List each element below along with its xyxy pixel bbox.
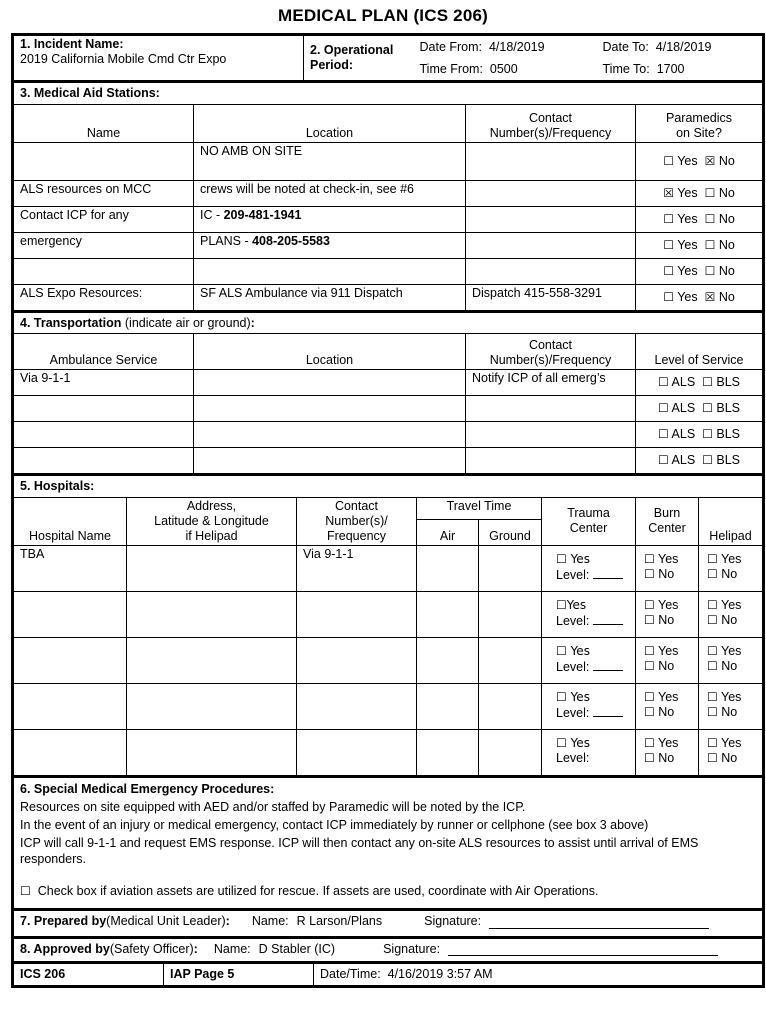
col-header-address-line-1: Address, — [186, 498, 237, 513]
hospital-contact — [297, 683, 417, 729]
time-from-value: 0500 — [489, 62, 518, 76]
paramedics-checkboxes: ☐ Yes ☒ No — [636, 142, 763, 180]
col-header-address-line-2: Latitude & Longitude — [154, 513, 269, 528]
col-header-level-of-service: Level of Service — [636, 334, 763, 370]
transportation-table — [13, 311, 763, 475]
special-procedures-header: 6. Special Medical Emergency Procedures: — [20, 781, 275, 796]
paramedics-no-checkbox[interactable]: ☒ — [704, 153, 716, 168]
approved-by-table — [13, 937, 763, 963]
hospitals-header: 5. Hospitals: — [14, 475, 763, 497]
travel-air — [417, 637, 479, 683]
paramedics-no-checkbox[interactable]: ☒ — [704, 289, 716, 304]
level-of-service-checkboxes: ☐ ALS ☐ BLS — [636, 422, 763, 448]
col-header-contact-line-1: Contact — [528, 338, 573, 352]
aviation-assets-checkbox[interactable]: ☐ — [20, 883, 31, 898]
trauma-level-field[interactable] — [593, 659, 623, 671]
time-to-value: 1700 — [656, 62, 685, 76]
trauma-yes-checkbox[interactable]: ☐ Yes — [556, 551, 590, 566]
col-header-travel-time: Travel Time — [417, 497, 542, 519]
date-time-to-cell — [597, 36, 763, 81]
time-to-label: Time To: — [602, 62, 650, 76]
travel-air — [417, 545, 479, 591]
col-header-name: Name — [14, 104, 194, 142]
als-checkbox[interactable]: ☐ — [657, 401, 669, 415]
col-header-contact-line-3: Frequency — [326, 528, 387, 543]
burn-center-cell: ☐ Yes ☐ No — [636, 683, 699, 729]
aid-station-row — [14, 180, 763, 206]
hospital-row — [14, 637, 763, 683]
hospital-row — [14, 591, 763, 637]
burn-center-cell: ☐ Yes ☐ No — [636, 729, 699, 775]
burn-no-checkbox[interactable]: ☐ — [644, 750, 655, 765]
hospital-name — [14, 591, 127, 637]
hospital-row — [14, 729, 763, 775]
ambulance-service: Via 9-1-1 — [14, 370, 194, 396]
aid-station-contact — [466, 142, 636, 180]
burn-no-checkbox[interactable]: ☐ — [644, 704, 655, 719]
burn-yes-checkbox[interactable]: ☐ — [644, 597, 655, 612]
hospital-name: TBA — [14, 545, 127, 591]
col-header-address — [127, 497, 297, 545]
aid-station-name: ALS resources on MCC — [14, 180, 194, 206]
prepared-by-table — [13, 909, 763, 937]
transport-contact — [466, 448, 636, 474]
operational-period-label-cell — [304, 36, 414, 81]
hospital-contact: Via 9-1-1 — [297, 545, 417, 591]
aid-station-contact: Dispatch 415-558-3291 — [466, 284, 636, 310]
transportation-header: 4. Transportation (indicate air or ground): — [14, 312, 763, 334]
helipad-no-checkbox[interactable]: ☐ — [707, 658, 718, 673]
aid-station-contact — [466, 206, 636, 232]
col-header-helipad: Helipad — [699, 497, 763, 545]
col-header-location: Location — [194, 104, 466, 142]
date-time-from-cell — [414, 36, 597, 81]
transport-row — [14, 422, 763, 448]
transport-location — [194, 448, 466, 474]
col-header-address-line-3: if Helipad — [185, 528, 238, 543]
hospital-row — [14, 683, 763, 729]
special-procedures-cell — [14, 777, 763, 909]
helipad-no-checkbox[interactable]: ☐ — [707, 704, 718, 719]
aid-station-row — [14, 232, 763, 258]
col-header-contact-line-1: Contact — [334, 498, 379, 513]
helipad-cell: ☐ Yes ☐ No — [699, 591, 763, 637]
paramedics-checkboxes: ☐ Yes ☐ No — [636, 232, 763, 258]
procedure-line-2: In the event of an injury or medical emergency, contact ICP immediately by runner or cellphone (see box 3 above) — [20, 817, 649, 832]
paramedics-checkboxes: ☒ Yes ☐ No — [636, 180, 763, 206]
ambulance-service — [14, 422, 194, 448]
aid-station-name — [14, 142, 194, 180]
approved-by-name: D Stabler (IC) — [258, 941, 336, 956]
hospital-address — [127, 591, 297, 637]
operational-period-label: 2. Operational — [310, 43, 394, 57]
time-from-label: Time From: — [419, 62, 483, 76]
col-header-location: Location — [194, 334, 466, 370]
trauma-level-field[interactable] — [593, 613, 623, 625]
travel-ground — [479, 729, 542, 775]
aid-station-name: ALS Expo Resources: — [14, 284, 194, 310]
incident-name-label: 1. Incident Name: — [20, 37, 124, 51]
burn-center-cell: ☐ Yes ☐ No — [636, 545, 699, 591]
trauma-center-cell — [542, 545, 636, 591]
hospital-address — [127, 637, 297, 683]
transport-contact — [466, 396, 636, 422]
level-of-service-checkboxes: ☐ ALS ☐ BLS — [636, 370, 763, 396]
col-header-contact-line-2: Number(s)/Frequency — [489, 353, 612, 367]
paramedics-yes-checkbox[interactable]: ☒ — [663, 185, 674, 200]
trauma-center-cell — [542, 591, 636, 637]
aid-station-contact — [466, 232, 636, 258]
aid-station-name: emergency — [14, 232, 194, 258]
incident-name-cell — [14, 36, 304, 81]
date-to-value: 4/18/2019 — [655, 40, 712, 54]
hospital-name — [14, 637, 127, 683]
paramedics-yes-checkbox[interactable]: ☐ — [663, 289, 674, 304]
als-checkbox[interactable]: ☐ — [657, 375, 669, 389]
helipad-yes-checkbox[interactable]: ☐ — [707, 551, 718, 566]
travel-ground — [479, 591, 542, 637]
paramedics-yes-checkbox[interactable]: ☐ — [663, 263, 674, 278]
paramedics-checkboxes: ☐ Yes ☐ No — [636, 258, 763, 284]
helipad-cell: ☐ Yes ☐ No — [699, 637, 763, 683]
paramedics-checkboxes: ☐ Yes ☒ No — [636, 284, 763, 310]
paramedics-yes-checkbox[interactable]: ☐ — [663, 211, 674, 226]
transport-row — [14, 370, 763, 396]
col-header-paramedics-line-2: on Site? — [676, 125, 722, 140]
col-header-paramedics-line-1: Paramedics — [666, 110, 732, 125]
col-header-ambulance-service: Ambulance Service — [14, 334, 194, 370]
date-to-label: Date To: — [602, 40, 649, 54]
hospital-address — [127, 729, 297, 775]
hospital-contact — [297, 637, 417, 683]
paramedics-no-checkbox[interactable]: ☐ — [704, 263, 716, 278]
prepared-by-cell: 7. Prepared by (Medical Unit Leader) : Name: R Larson/Plans Signature: — [14, 910, 763, 936]
hospital-contact — [297, 729, 417, 775]
travel-ground — [479, 545, 542, 591]
col-header-air: Air — [417, 519, 479, 545]
footer-datetime — [314, 963, 763, 986]
burn-center-cell: ☐ Yes ☐ No — [636, 637, 699, 683]
helipad-yes-checkbox[interactable]: ☐ — [707, 643, 718, 658]
helipad-yes-checkbox[interactable]: ☐ — [707, 735, 718, 750]
burn-no-checkbox[interactable]: ☐ — [644, 566, 655, 581]
hospital-address — [127, 683, 297, 729]
col-header-burn-line-1: Burn — [653, 506, 681, 520]
aid-station-contact — [466, 180, 636, 206]
travel-air — [417, 683, 479, 729]
aid-station-location: IC - 209-481-1941 — [194, 206, 466, 232]
helipad-cell: ☐ Yes ☐ No — [699, 545, 763, 591]
burn-no-checkbox[interactable]: ☐ — [644, 658, 655, 673]
form-title: MEDICAL PLAN (ICS 206) — [277, 6, 488, 25]
prepared-by-name-label: Name: — [251, 914, 289, 928]
paramedics-no-checkbox[interactable]: ☐ — [704, 185, 716, 200]
incident-header-table — [13, 35, 763, 81]
prepared-by-role: (Medical Unit Leader) — [106, 914, 226, 928]
approved-by-signature-field[interactable] — [448, 942, 718, 956]
datetime-value: 4/16/2019 3:57 AM — [387, 967, 493, 981]
aid-station-location: SF ALS Ambulance via 911 Dispatch — [194, 284, 466, 310]
bls-checkbox[interactable]: ☐ — [702, 453, 713, 467]
bls-checkbox[interactable]: ☐ — [702, 427, 713, 441]
col-header-contact-line-2: Number(s)/Frequency — [489, 125, 612, 140]
ics-206-form — [11, 33, 765, 988]
travel-air — [417, 729, 479, 775]
helipad-yes-checkbox[interactable]: ☐ — [707, 689, 718, 704]
procedure-line-3: ICP will call 9-1-1 and request EMS response. ICP will then contact any on-site ALS resources to assist until arrival of EMS responders. — [20, 835, 699, 866]
paramedics-yes-checkbox[interactable]: ☐ — [663, 237, 674, 252]
aviation-assets-row — [20, 884, 756, 899]
approved-by-cell: 8. Approved by (Safety Officer) : Name: D Stabler (IC) Signature: — [14, 938, 763, 962]
form-id: ICS 206 — [14, 963, 164, 986]
transport-location — [194, 370, 466, 396]
hospital-name — [14, 729, 127, 775]
hospital-name — [14, 683, 127, 729]
col-header-contact-line-1: Contact — [528, 110, 573, 125]
form-footer-table — [13, 962, 763, 986]
transport-location — [194, 422, 466, 448]
operational-period-label-2: Period: — [310, 58, 354, 72]
hospital-address — [127, 545, 297, 591]
helipad-no-checkbox[interactable]: ☐ — [707, 612, 718, 627]
approved-by-name-label: Name: — [213, 941, 251, 956]
aid-station-row — [14, 284, 763, 310]
bls-checkbox[interactable]: ☐ — [702, 401, 713, 415]
aid-station-location — [194, 258, 466, 284]
aid-station-name — [14, 258, 194, 284]
trauma-yes-checkbox[interactable]: ☐ Yes — [556, 735, 590, 750]
trauma-level-label: Level: — [556, 567, 590, 582]
aid-station-location: NO AMB ON SITE — [194, 142, 466, 180]
col-header-hospital-name: Hospital Name — [14, 497, 127, 545]
col-header-trauma-line-2: Center — [569, 521, 608, 535]
trauma-level-label: Level: — [556, 613, 590, 628]
aid-station-row — [14, 142, 763, 180]
helipad-cell: ☐ Yes ☐ No — [699, 729, 763, 775]
travel-ground — [479, 683, 542, 729]
trauma-center-cell — [542, 729, 636, 775]
ambulance-service — [14, 448, 194, 474]
aid-station-location: crews will be noted at check-in, see #6 — [194, 180, 466, 206]
travel-ground — [479, 637, 542, 683]
aid-station-name: Contact ICP for any — [14, 206, 194, 232]
aviation-assets-label: Check box if aviation assets are utilized for rescue. If assets are used, coordinate with Air Operations. — [37, 883, 599, 898]
medical-aid-stations-table — [13, 81, 763, 311]
hospital-contact — [297, 591, 417, 637]
level-of-service-checkboxes: ☐ ALS ☐ BLS — [636, 448, 763, 474]
burn-yes-checkbox[interactable]: ☐ — [644, 643, 655, 658]
ambulance-service — [14, 396, 194, 422]
col-header-ground: Ground — [479, 519, 542, 545]
trauma-center-cell — [542, 637, 636, 683]
trauma-yes-checkbox[interactable]: ☐ Yes — [556, 643, 590, 658]
transport-location — [194, 396, 466, 422]
helipad-no-checkbox[interactable]: ☐ — [707, 566, 718, 581]
transport-contact — [466, 422, 636, 448]
burn-yes-checkbox[interactable]: ☐ — [644, 689, 655, 704]
helipad-cell: ☐ Yes ☐ No — [699, 683, 763, 729]
als-checkbox[interactable]: ☐ — [657, 453, 669, 467]
paramedics-no-checkbox[interactable]: ☐ — [704, 211, 716, 226]
col-header-contact — [297, 497, 417, 545]
burn-yes-checkbox[interactable]: ☐ — [644, 551, 655, 566]
date-from-value: 4/18/2019 — [488, 40, 545, 54]
incident-name-value: 2019 California Mobile Cmd Ctr Expo — [20, 52, 227, 66]
trauma-yes-checkbox[interactable]: ☐Yes — [556, 597, 587, 612]
trauma-level-label: Level: — [556, 659, 590, 674]
col-header-contact — [466, 334, 636, 370]
helipad-yes-checkbox[interactable]: ☐ — [707, 597, 718, 612]
col-header-contact — [466, 104, 636, 142]
iap-page: IAP Page 5 — [164, 963, 314, 986]
approved-by-label: 8. Approved by — [20, 941, 110, 956]
approved-by-signature-label: Signature: — [383, 941, 441, 956]
transport-row — [14, 448, 763, 474]
trauma-level-label: Level: — [556, 705, 590, 720]
hospital-row — [14, 545, 763, 591]
procedure-line-1: Resources on site equipped with AED and/or staffed by Paramedic will be noted by the ICP. — [20, 799, 526, 814]
col-header-burn-line-2: Center — [648, 521, 686, 535]
aid-station-row — [14, 258, 763, 284]
trauma-level-field[interactable] — [593, 705, 623, 717]
helipad-no-checkbox[interactable]: ☐ — [707, 750, 718, 765]
aid-station-location: PLANS - 408-205-5583 — [194, 232, 466, 258]
date-from-label: Date From: — [419, 40, 483, 54]
prepared-by-label: 7. Prepared by — [20, 914, 107, 928]
approved-by-role: (Safety Officer) — [109, 941, 194, 956]
special-procedures-table — [13, 776, 763, 910]
transport-row — [14, 396, 763, 422]
hospitals-table — [13, 474, 763, 776]
medical-aid-stations-header: 3. Medical Aid Stations: — [14, 82, 763, 104]
burn-yes-checkbox[interactable]: ☐ — [644, 735, 655, 750]
level-of-service-checkboxes: ☐ ALS ☐ BLS — [636, 396, 763, 422]
trauma-yes-checkbox[interactable]: ☐ Yes — [556, 689, 590, 704]
prepared-by-signature-label: Signature: — [424, 914, 482, 928]
prepared-by-signature-field[interactable] — [489, 915, 709, 929]
paramedics-checkboxes: ☐ Yes ☐ No — [636, 206, 763, 232]
bls-checkbox[interactable]: ☐ — [702, 375, 713, 389]
datetime-label: Date/Time: — [320, 967, 381, 981]
burn-no-checkbox[interactable]: ☐ — [644, 612, 655, 627]
als-checkbox[interactable]: ☐ — [657, 427, 669, 441]
col-header-trauma-line-1: Trauma — [567, 506, 610, 520]
trauma-level-label: Level: — [556, 750, 590, 765]
trauma-level-field[interactable] — [593, 567, 623, 579]
col-header-burn-center — [636, 497, 699, 545]
prepared-by-name: R Larson/Plans — [296, 914, 383, 928]
paramedics-no-checkbox[interactable]: ☐ — [704, 237, 716, 252]
aid-station-contact — [466, 258, 636, 284]
transport-contact: Notify ICP of all emerg’s — [466, 370, 636, 396]
travel-air — [417, 591, 479, 637]
aid-station-row — [14, 206, 763, 232]
trauma-center-cell — [542, 683, 636, 729]
col-header-contact-line-2: Number(s)/ — [325, 513, 388, 528]
col-header-paramedics — [636, 104, 763, 142]
paramedics-yes-checkbox[interactable]: ☐ — [663, 153, 674, 168]
burn-center-cell: ☐ Yes ☐ No — [636, 591, 699, 637]
col-header-trauma-center — [542, 497, 636, 545]
